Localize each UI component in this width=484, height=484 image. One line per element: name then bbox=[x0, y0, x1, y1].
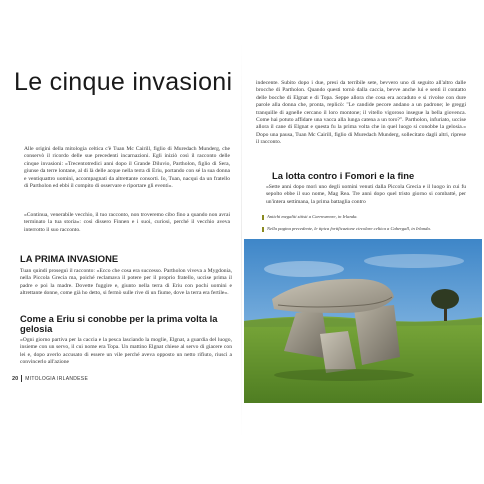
subsection-heading: Come a Eriu si conobbe per la prima volta la gelosia bbox=[20, 313, 218, 335]
dolmen-photo bbox=[244, 239, 482, 403]
cloud bbox=[364, 254, 464, 268]
folio-divider bbox=[21, 375, 22, 382]
page-footer bbox=[12, 375, 88, 382]
cloud bbox=[264, 261, 344, 277]
stone-shadow bbox=[274, 369, 414, 381]
body-paragraph: «Continua, venerabile vecchio, il tuo racconto, non troveremo cibo fino a quando non avrai terminato la tua storia»: così dissero Finnen e i suoi, curiosi, perché il vecchio aveva interrotto il suo racconto. bbox=[24, 212, 230, 233]
body-paragraph: indecente. Subito dopo i due, presi da terribile sete, bevvero uno di seguito all'altro dalle brocche di Partholon. Quando questi tornò dalla caccia, bevve anche lui e sentì il contatto delle bocche di Elgnat e di Topa. Seppe allora che cosa era accaduto e si rivolse con dure parole alla donna che, pronta, replicò: "Le candide pecore andano a un padrone; le greggi tranquille di agnelle cercano il loro montone; il vitello vigoroso insegue la bella giovenca. Come hai potuto affidare una vacca alla lunga catena a un toro?". Partholon, infuriato, uccise allora il cane di Elgnat e questa fu la prima volta che in quel luogo si conobbe la gelosia.» Dopo una pausa, Tuan Mc Cairill, figlio di Muredach Munderg, sollecitato dagli altri, riprese il racconto. bbox=[256, 80, 466, 146]
subsection-heading: La lotta contro i Fomori e la fine bbox=[272, 170, 415, 181]
body-paragraph: «Ogni giorno partiva per la caccia e la pesca lasciando la moglie, Elgnat, a guardia del luogo, insieme con un servo, il cui nome era Topa. Un mattino Elgnat chiese al servo di giacere con lei e, dopo averlo accusato di essere un vile perché aveva opposto un netto rifiuto, riuscì a convincerlo all'azione bbox=[20, 337, 232, 366]
page-number: 20 bbox=[12, 375, 19, 382]
section-heading: LA PRIMA INVASIONE bbox=[20, 253, 119, 264]
caption-text: Antichi megaliti sitisti a Carrowmore, in Irlanda. bbox=[267, 214, 358, 219]
body-paragraph: Tuan quindi proseguì il racconto: «Ecco che cosa era successo. Partholon viveva a Mygdonia, nella Piccola Grecia ma, poiché reclamava il potere per il proprio fratello, uccise prima il padre e poi la madre. Dovette fuggire e, giunto nella terra di Eriu con pochi uomini e altrettante donne, come già ho detto, si fermò sulle rive di un fiume, dove la terra era fertile». bbox=[20, 268, 232, 297]
running-title: MITOLOGIA IRLANDESE bbox=[25, 375, 89, 382]
dolmen-illustration bbox=[244, 239, 482, 403]
caption-marker bbox=[262, 215, 264, 220]
intro-paragraph: Alle origini della mitologia celtica c'è Tuan Mc Cairill, figlio di Muredach Munderg, che conservò il ricordo delle sue precedenti incarnazioni. Egli iniziò così il racconto delle cinque invasioni: «Trecentotredici anni dopo il Grande Diluvio, Partholon, figlio di Sera, giunse da terre lontane, al di là delle acque nella terra di Eriu, portando con sé la sua donna e ventiquattro uomini, accompagnati da altrettante consorti. Io, Tuan, nacqui da un fratello di Partholon ed ebbi il compito di osservare e riportare gli eventi». bbox=[24, 146, 230, 190]
body-paragraph: «Sette anni dopo morì uno degli uomini venuti dalla Piccola Grecia e il luogo in cui fu sepolto ebbe il suo nome, Mag Rea. Tre anni dopo quel tristo giorno si combatté, per un'intera settimana, la prima battaglia contro bbox=[266, 184, 466, 205]
chapter-title: Le cinque invasioni bbox=[14, 68, 233, 96]
photo-caption bbox=[262, 226, 431, 232]
caption-marker bbox=[262, 227, 264, 232]
standing-stone bbox=[354, 305, 400, 365]
caption-text: Nella pagina precedente, le tipica fortificazione circolare celtica a Cahergall, in Irlanda. bbox=[267, 226, 431, 231]
photo-caption bbox=[262, 214, 358, 220]
right-page bbox=[242, 0, 484, 484]
